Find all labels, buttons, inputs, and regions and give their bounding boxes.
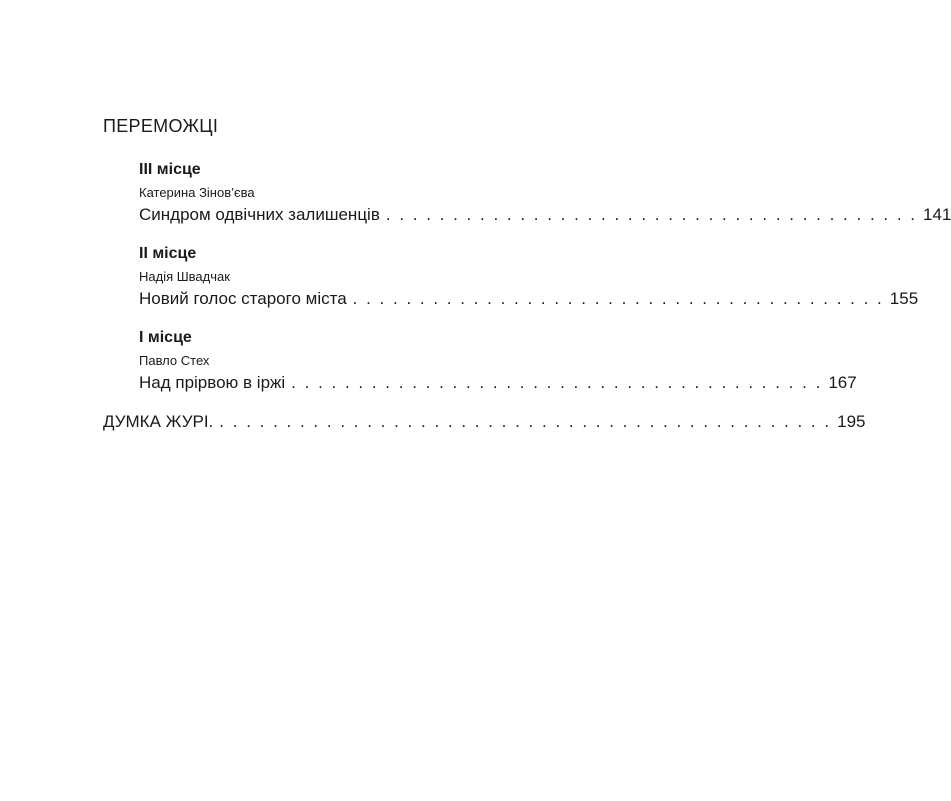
dot-leader: . . . . . . . . . . . . . . . . . . . . . . . . . . . . . . . . . . . . . . . . . . . . . . bbox=[219, 412, 832, 431]
page-number: 195 bbox=[837, 412, 866, 431]
dot-leader: . . . . . . . . . . . . . . . . . . . . . . . . . . . . . . . . . . . . . . . . bbox=[352, 289, 884, 308]
place-label: ІІІ місце bbox=[139, 161, 201, 178]
dot-leader: . . . . . . . . . . . . . . . . . . . . . . . . . . . . . . . . . . . . . . . . bbox=[385, 205, 918, 224]
work-title: Новий голос старого міста bbox=[139, 289, 347, 308]
work-title: Над прірвою в іржі bbox=[139, 373, 286, 392]
toc-line[interactable] bbox=[103, 411, 866, 433]
toc-entry-third-place bbox=[139, 160, 951, 226]
work-title: Синдром одвічних залишенців bbox=[139, 205, 380, 224]
toc-line[interactable] bbox=[139, 372, 857, 394]
section-title: ПЕРЕМОЖЦІ bbox=[103, 116, 219, 136]
toc-entry-jury bbox=[103, 411, 866, 433]
place-label: ІІ місце bbox=[139, 245, 197, 262]
toc-entry-first-place bbox=[139, 328, 857, 394]
author-name: Катерина Зінов’єва bbox=[139, 185, 255, 200]
place-label: І місце bbox=[139, 329, 192, 346]
toc-line[interactable] bbox=[139, 204, 951, 226]
toc-entry-second-place bbox=[139, 244, 919, 310]
author-name: Надія Швадчак bbox=[139, 269, 230, 284]
page-number: 167 bbox=[828, 373, 857, 392]
page-number: 155 bbox=[889, 289, 919, 308]
jury-title: ДУМКА ЖУРІ. bbox=[103, 412, 214, 431]
page-number: 141 bbox=[923, 205, 951, 224]
dot-leader: . . . . . . . . . . . . . . . . . . . . . . . . . . . . . . . . . . . . . . . . bbox=[291, 373, 823, 392]
author-name: Павло Стех bbox=[139, 353, 210, 368]
toc-line[interactable] bbox=[139, 288, 919, 310]
